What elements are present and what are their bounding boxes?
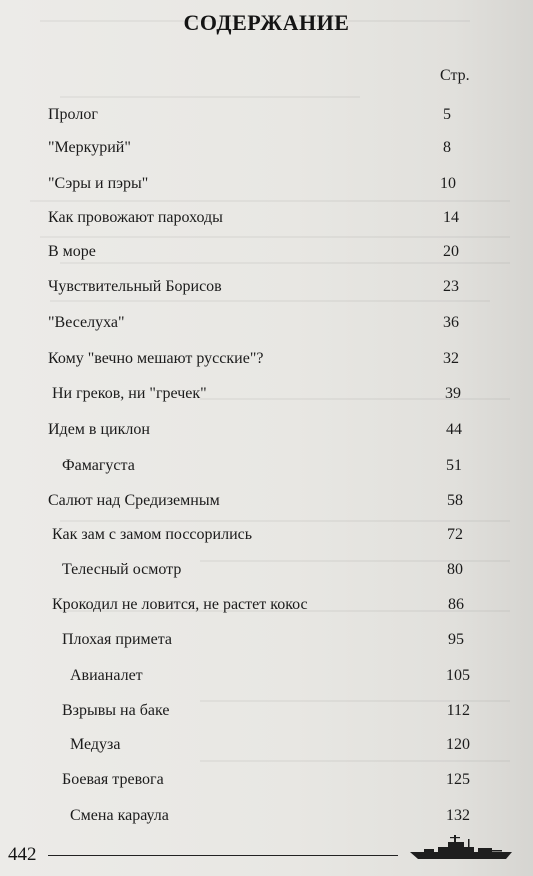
toc-entry-page-number: 72 [447,526,463,543]
toc-entry-title: Ни греков, ни "гречек" [52,385,207,402]
toc-entry-title: "Сэры и пэры" [48,175,149,192]
toc-entry [0,558,533,582]
footer-page-number: 442 [8,844,37,865]
toc-entry-page-number: 105 [446,667,470,684]
toc-entry-title: "Меркурий" [48,139,131,156]
toc-entry [0,311,533,335]
toc-entry [0,733,533,757]
toc-entry-title: Как провожают пароходы [48,209,223,226]
toc-entry-page-number: 39 [445,385,461,402]
toc-entry [0,382,533,406]
toc-entry-title: Фамагуста [62,457,135,474]
toc-entry-page-number: 10 [440,175,456,192]
toc-entry [0,523,533,547]
toc-entry-title: Идем в циклон [48,421,150,438]
toc-entry-page-number: 14 [443,209,459,226]
toc-entry-page-number: 112 [446,702,470,719]
toc-entry-title: Медуза [70,736,121,753]
toc-entry [0,699,533,723]
toc-entry-title: Взрывы на баке [62,702,170,719]
toc-entry [0,454,533,478]
toc-entry-page-number: 51 [446,457,462,474]
toc-entry [0,103,533,127]
toc-entry-title: Авианалет [70,667,143,684]
page-column-header: Стр. [440,67,470,84]
toc-entry [0,240,533,264]
toc-entry-page-number: 132 [446,807,470,824]
toc-entry-page-number: 95 [448,631,464,648]
toc-entry [0,206,533,230]
toc-entry-title: Кому "вечно мешают русские"? [48,350,264,367]
footer-rule [48,855,398,856]
toc-entry-title: Телесный осмотр [62,561,182,578]
toc-entry [0,172,533,196]
toc-entry [0,628,533,652]
toc-entry-title: Смена караула [70,807,169,824]
toc-entry [0,768,533,792]
toc-entry-title: Чувствительный Борисов [48,278,222,295]
toc-entry-page-number: 20 [443,243,459,260]
toc-entry-page-number: 44 [446,421,462,438]
toc-entry-page-number: 80 [447,561,463,578]
toc-entry-title: Пролог [48,106,98,123]
toc-entry-page-number: 86 [448,596,464,613]
toc-entry [0,664,533,688]
toc-entry [0,593,533,617]
toc-entry-page-number: 23 [443,278,459,295]
toc-entry-page-number: 120 [446,736,470,753]
toc-entry-title: Как зам с замом поссорились [52,526,253,543]
toc-entry [0,418,533,442]
toc-entry-page-number: 58 [447,492,463,509]
toc-entry-page-number: 32 [443,350,459,367]
toc-entry-title: Крокодил не ловится, не растет кокос [52,596,308,613]
toc-entry-page-number: 5 [443,106,451,123]
toc-entry-title: Боевая тревога [62,771,164,788]
toc-entry-page-number: 36 [443,314,459,331]
toc-entry [0,489,533,513]
toc-entry-title: Плохая примета [62,631,173,648]
toc-entry-title: "Веселуха" [48,314,125,331]
toc-entry-page-number: 8 [443,139,451,156]
toc-entry [0,804,533,828]
toc-entry [0,136,533,160]
warship-silhouette-icon [408,832,516,862]
toc-entry [0,347,533,371]
toc-entry [0,275,533,299]
page-title: СОДЕРЖАНИЕ [183,10,350,35]
toc-entry-page-number: 125 [446,771,470,788]
toc-entry-title: Салют над Средиземным [48,492,220,509]
toc-entry-title: В море [48,243,96,260]
